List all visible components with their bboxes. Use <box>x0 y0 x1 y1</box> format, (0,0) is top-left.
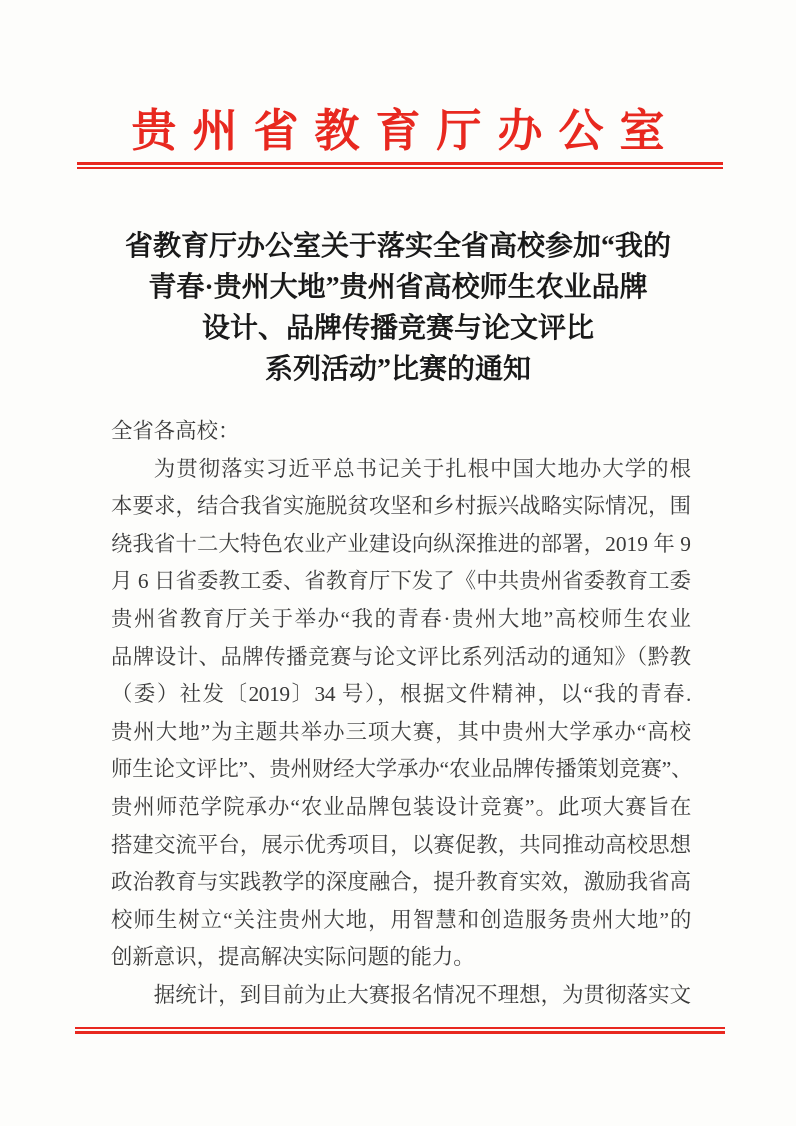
letterhead-divider-rule <box>77 162 723 169</box>
title-line-3: 设计、品牌传播竞赛与论文评比 <box>201 313 594 344</box>
body-line: 月 6 日省委教工委、省教育厅下发了《中共贵州省委教育工委 <box>111 569 691 594</box>
salutation: 全省各高校： <box>111 419 240 443</box>
title-line-1: 省教育厅办公室关于落实全省高校参加“我的 <box>124 231 671 262</box>
body-line: 校师生树立“关注贵州大地，用智慧和创造服务贵州大地”的 <box>111 907 691 932</box>
body-line: 政治教育与实践教学的深度融合，提升教育实效，激励我省高 <box>111 870 691 895</box>
body-line: 搭建交流平台，展示优秀项目，以赛促教，共同推动高校思想 <box>111 832 691 857</box>
body-line: 据统计，到目前为止大赛报名情况不理想，为贯彻落实文 <box>153 982 691 1007</box>
body-line: 本要求，结合我省实施脱贫攻坚和乡村振兴战略实际情况，围 <box>111 494 691 519</box>
body-line: （委）社发〔2019〕34 号），根据文件精神，以“我的青春. <box>111 682 691 707</box>
body-line: 创新意识，提高解决实际问题的能力。 <box>111 945 475 970</box>
body-line: 师生论文评比”、贵州财经大学承办“农业品牌传播策划竞赛”、 <box>111 757 691 782</box>
body-line: 为贯彻落实习近平总书记关于扎根中国大地办大学的根 <box>153 456 691 481</box>
title-line-2: 青春·贵州大地”贵州省高校师生农业品牌 <box>148 272 648 303</box>
document-body <box>111 413 691 1015</box>
letterhead-org-name: 贵州省教育厅办公室 <box>131 106 681 156</box>
document-title <box>70 226 726 390</box>
body-line: 贵州省教育厅关于举办“我的青春·贵州大地”高校师生农业 <box>111 606 691 631</box>
title-line-4: 系列活动”比赛的通知 <box>264 354 531 385</box>
footer-divider-rule <box>75 1027 725 1034</box>
body-line: 绕我省十二大特色农业产业建设向纵深推进的部署，2019 年 9 <box>111 531 691 556</box>
body-line: 贵州大地”为主题共举办三项大赛，其中贵州大学承办“高校 <box>111 719 691 744</box>
body-line: 品牌设计、品牌传播竞赛与论文评比系列活动的通知》（黔教 <box>111 644 691 669</box>
body-line: 贵州师范学院承办“农业品牌包装设计竞赛”。此项大赛旨在 <box>111 794 691 819</box>
